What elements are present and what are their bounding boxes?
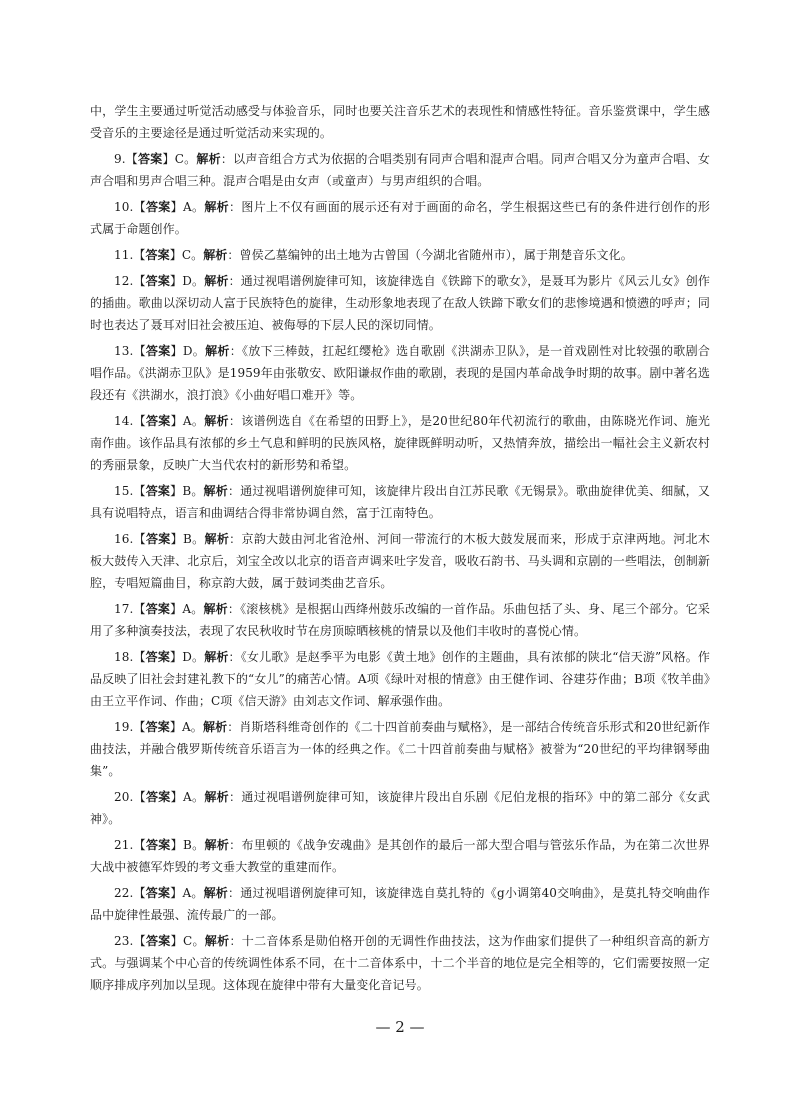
bracket-open: 【 [133, 838, 146, 852]
answer-item [90, 244, 710, 266]
answer-option: A。 [182, 414, 205, 428]
explanation-text: ：《女儿歌》是赵季平为电影《黄土地》创作的主题曲，具有浓郁的陕北“信天游”风格。作品反映了旧社会封建礼教下的“女儿”的痛苦心情。A项《绿叶对根的情意》由王健作词、谷建芬作曲；B项《牧羊曲》由王立平作词、作曲；C项《信天游》由刘志文作词、解承强作曲。 [90, 650, 711, 708]
bracket-open: 【 [133, 650, 146, 664]
answer-label: 答案 [145, 248, 170, 262]
question-number: 12. [114, 274, 134, 288]
bracket-close: 】 [170, 602, 183, 616]
bracket-open: 【 [133, 720, 146, 734]
bracket-open: 【 [133, 344, 146, 358]
answer-item [90, 270, 710, 336]
bracket-close: 】 [170, 790, 183, 804]
bracket-close: 】 [169, 248, 182, 262]
question-number: 10. [114, 200, 134, 214]
explanation-label: 解析 [205, 344, 230, 358]
answer-item [90, 410, 710, 476]
answer-item [90, 480, 710, 524]
answer-item [90, 930, 710, 996]
question-number: 18. [114, 650, 134, 664]
answer-option: D。 [182, 650, 205, 664]
answer-option: B。 [182, 484, 204, 498]
explanation-label: 解析 [204, 274, 229, 288]
explanation-text: ：布里顿的《战争安魂曲》是其创作的最后一部大型合唱与管弦乐作品，为在第二次世界大战中被德军炸毁的考文垂大教堂的重建而作。 [90, 838, 710, 874]
bracket-close: 】 [170, 838, 183, 852]
answer-label: 答案 [145, 602, 171, 616]
answer-label: 答案 [145, 650, 171, 664]
answer-option: A。 [182, 602, 204, 616]
bracket-open: 【 [133, 934, 146, 948]
answer-item [90, 646, 710, 712]
question-number: 21. [114, 838, 134, 852]
answer-option: B。 [182, 838, 205, 852]
answer-label: 答案 [145, 886, 171, 900]
explanation-label: 解析 [203, 602, 228, 616]
bracket-open: 【 [133, 414, 146, 428]
explanation-label: 解析 [204, 200, 230, 214]
explanation-label: 解析 [203, 886, 229, 900]
explanation-label: 解析 [203, 248, 228, 262]
explanation-text: ：图片上不仅有画面的展示还有对于画面的命名，学生根据这些已有的条件进行创作的形式属于命题创作。 [90, 200, 710, 236]
bracket-open: 【 [133, 274, 146, 288]
answer-item [90, 528, 710, 594]
answer-label: 答案 [145, 720, 170, 734]
question-number: 13. [114, 344, 134, 358]
explanation-label: 解析 [202, 720, 228, 734]
answer-label: 答案 [145, 344, 171, 358]
answer-option: C。 [174, 152, 197, 166]
explanation-text: ：《放下三棒鼓，扛起红缨枪》选自歌剧《洪湖赤卫队》，是一首戏剧性对比较强的歌剧合唱作品。《洪湖赤卫队》是1959年由张敬安、欧阳谦叔作曲的歌剧，表现的是国内革命战争时期的故事。剧中著名选段还有《洪湖水，浪打浪》《小曲好唱口难开》等。 [90, 344, 710, 402]
answer-item [90, 834, 710, 878]
answer-option: D。 [182, 344, 206, 358]
question-number: 9. [114, 152, 126, 166]
bracket-close: 】 [170, 532, 183, 546]
question-number: 23. [114, 934, 134, 948]
answer-option: A。 [183, 200, 205, 214]
answer-label: 答案 [145, 532, 171, 546]
answer-option: D。 [182, 274, 205, 288]
answer-option: B。 [182, 532, 205, 546]
explanation-label: 解析 [204, 790, 230, 804]
answer-label: 答案 [138, 152, 163, 166]
answer-item [90, 882, 710, 926]
bracket-close: 】 [170, 274, 183, 288]
explanation-text: ：通过视唱谱例旋律可知，该旋律选自莫扎特的《g小调第40交响曲》，是莫扎特交响曲作品中旋律性最强、流传最广的一部。 [90, 886, 710, 922]
bracket-open: 【 [133, 484, 146, 498]
answer-item [90, 716, 710, 782]
bracket-open: 【 [125, 152, 139, 166]
answer-item [90, 340, 710, 406]
explanation-text: ：该谱例选自《在希望的田野上》，是20世纪80年代初流行的歌曲，由陈晓光作词、施光南作曲。该作品具有浓郁的乡土气息和鲜明的民族风格，旋律既鲜明动听，又热情奔放，描绘出一幅社会主义新农村的秀丽景象，反映广大当代农村的新形势和希望。 [90, 414, 710, 472]
explanation-label: 解析 [204, 532, 230, 546]
explanation-label: 解析 [204, 414, 229, 428]
question-number: 11. [114, 248, 134, 262]
question-number: 22. [114, 886, 134, 900]
explanation-text: ：通过视唱谱例旋律可知，该旋律片段出自江苏民歌《无锡景》。歌曲旋律优美、细腻，又具有说唱特点，语言和曲调结合得非常协调自然，富于江南特色。 [90, 484, 710, 520]
answer-item [90, 148, 710, 192]
explanation-text: ：肖斯塔科维奇创作的《二十四首前奏曲与赋格》，是一部结合传统音乐形式和20世纪新作曲技法，并融合俄罗斯传统音乐语言为一体的经典之作。《二十四首前奏曲与赋格》被誉为“20世纪的平均律钢琴曲集”。 [90, 720, 711, 778]
explanation-text: ：通过视唱谱例旋律可知，该旋律片段出自乐剧《尼伯龙根的指环》中的第二部分《女武神》。 [90, 790, 710, 826]
answer-item [90, 598, 710, 642]
bracket-close: 】 [170, 650, 183, 664]
question-number: 16. [114, 532, 134, 546]
explanation-text: ：以声音组合方式为依据的合唱类别有同声合唱和混声合唱。同声合唱又分为童声合唱、女声合唱和男声合唱三种。混声合唱是由女声（或童声）与男声组织的合唱。 [90, 152, 710, 188]
explanation-label: 解析 [196, 152, 221, 166]
bracket-close: 】 [170, 886, 183, 900]
explanation-label: 解析 [204, 650, 229, 664]
bracket-open: 【 [133, 602, 146, 616]
bracket-open: 【 [133, 248, 146, 262]
question-number: 17. [114, 602, 134, 616]
bracket-close: 】 [170, 200, 183, 214]
explanation-label: 解析 [203, 484, 228, 498]
answer-label: 答案 [145, 414, 171, 428]
answer-option: A。 [182, 720, 203, 734]
answer-label: 答案 [145, 484, 171, 498]
explanation-text: ：十二音体系是勋伯格开创的无调性作曲技法，这为作曲家们提供了一种组织音高的新方式。与强调某个中心音的传统调性体系不同，在十二音体系中，十二个半音的地位是完全相等的，它们需要按照一定顺序排成序列加以呈现。这体现在旋律中带有大量变化音记号。 [90, 934, 710, 992]
answer-label: 答案 [145, 200, 171, 214]
answer-item [90, 196, 710, 240]
explanation-label: 解析 [204, 838, 230, 852]
bracket-close: 】 [170, 934, 183, 948]
answer-option: C。 [181, 248, 204, 262]
bracket-open: 【 [133, 532, 146, 546]
question-number: 14. [114, 414, 134, 428]
answer-option: C。 [182, 934, 205, 948]
explanation-text: ：京韵大鼓由河北省沧州、河间一带流行的木板大鼓发展而来，形成于京津两地。河北木板大鼓传入天津、北京后，刘宝全改以北京的语音声调来吐字发音，吸收石韵书、马头调和京剧的一些唱法，创制新腔，专唱短篇曲目，称京韵大鼓，属于鼓词类曲艺音乐。 [90, 532, 710, 590]
answer-option: A。 [182, 886, 204, 900]
bracket-close: 】 [170, 414, 183, 428]
answer-list [90, 148, 710, 996]
question-number: 20. [114, 790, 134, 804]
explanation-text: ：通过视唱谱例旋律可知，该旋律选自《铁蹄下的歌女》，是聂耳为影片《风云儿女》创作的插曲。歌曲以深切动人富于民族特色的旋律，生动形象地表现了在敌人铁蹄下歌女们的悲惨境遇和愤懑的呼声；同时也表达了聂耳对旧社会被压迫、被侮辱的下层人民的深切同情。 [90, 274, 710, 332]
bracket-close: 】 [162, 152, 175, 166]
answer-label: 答案 [145, 838, 171, 852]
question-number: 15. [114, 484, 134, 498]
answer-label: 答案 [145, 790, 171, 804]
question-number: 19. [114, 720, 134, 734]
bracket-open: 【 [133, 200, 146, 214]
bracket-close: 】 [169, 720, 182, 734]
answer-label: 答案 [145, 934, 171, 948]
answer-option: A。 [183, 790, 205, 804]
answer-item [90, 786, 710, 830]
explanation-label: 解析 [204, 934, 230, 948]
bracket-open: 【 [133, 886, 146, 900]
answer-label: 答案 [145, 274, 171, 288]
explanation-text: ：曾侯乙墓编钟的出土地为古曾国（今湖北省随州市），属于荆楚音乐文化。 [227, 248, 633, 262]
bracket-close: 】 [170, 484, 183, 498]
explanation-text: ：《滚核桃》是根据山西绛州鼓乐改编的一首作品。乐曲包括了头、身、尾三个部分。它采用了多种演奏技法，表现了农民秋收时节在房顶晾晒核桃的情景以及他们丰收时的喜悦心情。 [90, 602, 711, 638]
bracket-open: 【 [133, 790, 146, 804]
page-number: — 2 — [375, 1018, 425, 1036]
bracket-close: 】 [170, 344, 183, 358]
intro-paragraph: 中，学生主要通过听觉活动感受与体验音乐，同时也要关注音乐艺术的表现性和情感性特征。音乐鉴赏课中，学生感受音乐的主要途径是通过听觉活动来实现的。 [90, 104, 710, 140]
